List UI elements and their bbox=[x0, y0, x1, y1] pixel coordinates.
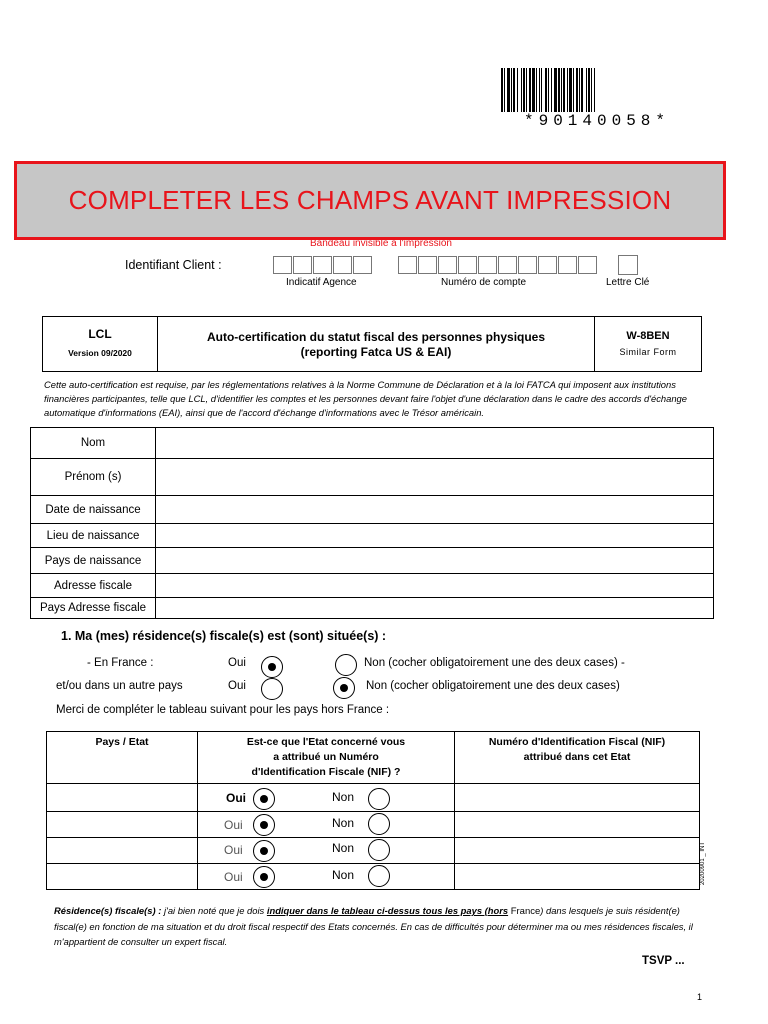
other-country-label: et/ou dans un autre pays bbox=[56, 680, 183, 692]
birth-place-input[interactable] bbox=[156, 524, 714, 548]
col2-line3: d'Identification Fiscale (NIF) ? bbox=[251, 766, 401, 778]
row2-non-label: Non bbox=[332, 816, 355, 830]
identity-row bbox=[31, 428, 714, 459]
row3-non-radio[interactable] bbox=[368, 839, 390, 861]
agency-code-field[interactable] bbox=[273, 256, 373, 274]
nif-input[interactable] bbox=[455, 812, 700, 838]
nom-input[interactable] bbox=[156, 428, 714, 459]
row3-non-label: Non bbox=[332, 841, 355, 855]
other-non-label: Non (cocher obligatoirement une des deux cases) bbox=[366, 680, 620, 692]
bank-name: LCL bbox=[88, 327, 112, 341]
barcode bbox=[501, 68, 693, 112]
account-char-box[interactable] bbox=[518, 256, 537, 274]
other-oui-radio[interactable] bbox=[261, 678, 283, 700]
side-reference: 20200901 _ INT bbox=[700, 842, 706, 886]
intro-text: Cette auto-certification est requise, par les réglementations relatives à la Norme Commune de Déclaration et à la loi FATCA qui imposent aux institutions financières participantes, telle que LCL, d'identifier les comptes et les personnes devant faire l'objet d'une déclaration dans le cadre des accords d'échange automatique d'informations (EAI), ainsi que de l'accord d'échange d'informations avec le Trésor américain. bbox=[44, 379, 687, 418]
tax-residence-footnote bbox=[54, 903, 700, 949]
france-non-label: Non (cocher obligatoirement une des deux cases) - bbox=[364, 657, 625, 669]
agency-char-box[interactable] bbox=[353, 256, 372, 274]
row1-non-radio[interactable] bbox=[368, 788, 390, 810]
row4-non-radio[interactable] bbox=[368, 865, 390, 887]
account-char-box[interactable] bbox=[398, 256, 417, 274]
client-id-label: Identifiant Client : bbox=[125, 258, 222, 272]
footnote-part1: j'ai bien noté que je dois bbox=[161, 905, 267, 916]
form-similar: Similar Form bbox=[619, 347, 677, 357]
field-label: Prénom (s) bbox=[31, 459, 156, 496]
footnote-france: France bbox=[510, 906, 541, 917]
row1-oui-radio[interactable] bbox=[253, 788, 275, 810]
account-number-field[interactable] bbox=[398, 256, 598, 274]
account-char-box[interactable] bbox=[438, 256, 457, 274]
identity-row bbox=[31, 598, 714, 619]
france-non-radio[interactable] bbox=[335, 654, 357, 676]
nif-input[interactable] bbox=[455, 864, 700, 890]
nif-input[interactable] bbox=[455, 838, 700, 864]
other-oui-label: Oui bbox=[228, 680, 246, 692]
col-nif-question-header bbox=[198, 732, 455, 784]
header-form-cell bbox=[595, 317, 701, 371]
key-letter-field[interactable] bbox=[618, 255, 638, 275]
account-char-box[interactable] bbox=[478, 256, 497, 274]
barcode-bars bbox=[501, 68, 693, 112]
barcode-bar bbox=[595, 68, 598, 112]
prenom-input[interactable] bbox=[156, 459, 714, 496]
country-input[interactable] bbox=[47, 838, 198, 864]
section1-title: 1. Ma (mes) résidence(s) fiscale(s) est (sont) située(s) : bbox=[61, 629, 387, 643]
row4-oui-label: Oui bbox=[224, 870, 243, 884]
countries-header-row bbox=[47, 732, 700, 784]
field-label: Pays Adresse fiscale bbox=[31, 598, 156, 619]
birth-date-input[interactable] bbox=[156, 496, 714, 524]
row3-oui-radio[interactable] bbox=[253, 840, 275, 862]
row1-non-label: Non bbox=[332, 790, 355, 804]
form-title-line2: (reporting Fatca US & EAI) bbox=[300, 345, 452, 359]
account-char-box[interactable] bbox=[538, 256, 557, 274]
col2-line1: Est-ce que l'Etat concerné vous bbox=[246, 736, 406, 748]
row2-oui-radio[interactable] bbox=[253, 814, 275, 836]
nif-input[interactable] bbox=[455, 784, 700, 812]
identity-row bbox=[31, 524, 714, 548]
header-title-cell bbox=[158, 317, 595, 371]
form-title-line1: Auto-certification du statut fiscal des personnes physiques bbox=[206, 330, 546, 344]
col2-line2: a attribué un Numéro bbox=[273, 751, 379, 763]
agency-char-box[interactable] bbox=[313, 256, 332, 274]
row2-non-radio[interactable] bbox=[368, 813, 390, 835]
agency-char-box[interactable] bbox=[273, 256, 292, 274]
form-header bbox=[42, 316, 702, 372]
account-char-box[interactable] bbox=[418, 256, 437, 274]
agency-char-box[interactable] bbox=[333, 256, 352, 274]
form-title bbox=[158, 330, 594, 360]
footnote-underlined: indiquer dans le tableau ci-dessus tous les pays (hors bbox=[266, 905, 509, 916]
footnote-lead: Résidence(s) fiscale(s) : bbox=[54, 905, 162, 916]
field-label: Pays de naissance bbox=[31, 548, 156, 574]
country-input[interactable] bbox=[47, 784, 198, 812]
row4-non-label: Non bbox=[332, 868, 355, 882]
france-oui-radio[interactable] bbox=[261, 656, 283, 678]
field-label: Lieu de naissance bbox=[31, 524, 156, 548]
banner-title: COMPLETER LES CHAMPS AVANT IMPRESSION bbox=[68, 185, 672, 215]
field-label: Nom bbox=[31, 428, 156, 459]
agency-code-label: Indicatif Agence bbox=[286, 277, 357, 288]
identity-row bbox=[31, 548, 714, 574]
account-char-box[interactable] bbox=[498, 256, 517, 274]
birth-country-input[interactable] bbox=[156, 548, 714, 574]
row4-oui-radio[interactable] bbox=[253, 866, 275, 888]
other-non-radio[interactable] bbox=[333, 677, 355, 699]
col3-line1: Numéro d'Identification Fiscal (NIF) bbox=[488, 736, 666, 748]
account-char-box[interactable] bbox=[458, 256, 477, 274]
country-input[interactable] bbox=[47, 812, 198, 838]
key-letter-label: Lettre Clé bbox=[606, 277, 650, 288]
barcode-number: *90140058* bbox=[523, 112, 670, 130]
tax-address-input[interactable] bbox=[156, 574, 714, 598]
field-label: Date de naissance bbox=[31, 496, 156, 524]
account-char-box[interactable] bbox=[558, 256, 577, 274]
france-oui-label: Oui bbox=[228, 657, 246, 669]
banner-note: Bandeau invisible à l'impression bbox=[310, 238, 452, 249]
row3-oui-label: Oui bbox=[224, 843, 243, 857]
col-nif-header bbox=[455, 732, 700, 784]
identity-row bbox=[31, 496, 714, 524]
print-banner bbox=[14, 161, 726, 240]
identity-table bbox=[30, 427, 714, 619]
header-bank-cell bbox=[43, 317, 158, 371]
form-code: W-8BEN bbox=[626, 330, 670, 342]
agency-char-box[interactable] bbox=[293, 256, 312, 274]
countries-instruction: Merci de compléter le tableau suivant pour les pays hors France : bbox=[56, 704, 390, 716]
field-label: Adresse fiscale bbox=[31, 574, 156, 598]
page-number: 1 bbox=[697, 992, 703, 1002]
account-number-label: Numéro de compte bbox=[441, 277, 527, 288]
row2-oui-label: Oui bbox=[224, 818, 243, 832]
row1-oui-label: Oui bbox=[226, 791, 246, 805]
footnote-part2: ) dans lesquels je suis résident(e) fiscal(e) en fonction de ma situation et du droit fiscal respectif des Etats concernés. En cas de difficultés pour déterminer ma ou mes résidences fiscales, il m'appartient de consulter un expert fiscal. bbox=[54, 905, 693, 947]
col3-line2: attribué dans cet Etat bbox=[523, 751, 631, 763]
tax-address-country-input[interactable] bbox=[156, 598, 714, 619]
form-version: Version 09/2020 bbox=[68, 348, 132, 358]
identity-row bbox=[31, 574, 714, 598]
country-input[interactable] bbox=[47, 864, 198, 890]
france-label: - En France : bbox=[87, 657, 154, 669]
identity-row bbox=[31, 459, 714, 496]
turn-page-note: TSVP ... bbox=[642, 955, 685, 967]
account-char-box[interactable] bbox=[578, 256, 597, 274]
col-country-header: Pays / Etat bbox=[47, 732, 198, 784]
